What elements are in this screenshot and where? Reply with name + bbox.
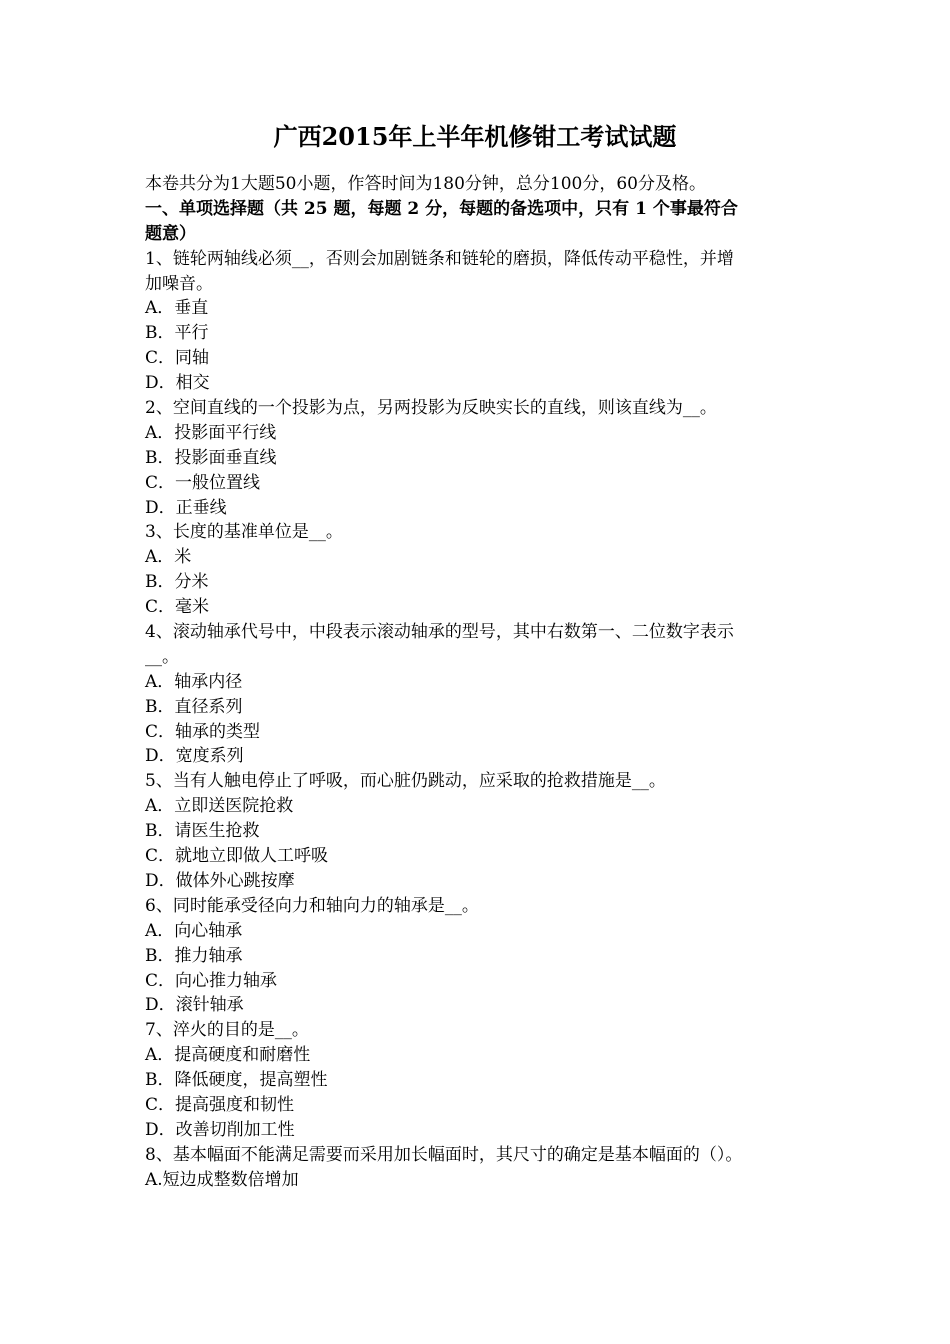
answer-option: C．毫米 <box>145 597 210 618</box>
question-item <box>145 894 813 1018</box>
answer-option: D．滚针轴承 <box>145 995 244 1016</box>
answer-option: A.短边成整数倍增加 <box>145 1169 299 1190</box>
question-text: 7、淬火的目的是__。 <box>145 1020 309 1041</box>
question-text: 5、当有人触电停止了呼吸，而心脏仍跳动，应采取的抢救措施是__。 <box>145 771 666 792</box>
answer-option: D．相交 <box>145 373 210 394</box>
answer-option: A．轴承内径 <box>145 671 243 692</box>
answer-option: A．提高硬度和耐磨性 <box>145 1045 311 1066</box>
question-text: 6、同时能承受径向力和轴向力的轴承是__。 <box>145 895 479 916</box>
answer-option: A．米 <box>145 547 192 568</box>
section-heading-line-2: 题意） <box>145 223 196 244</box>
answer-option: C．一般位置线 <box>145 472 261 493</box>
question-item <box>145 520 813 620</box>
answer-option: B．分米 <box>145 572 209 593</box>
answer-option: D．做体外心跳按摩 <box>145 870 295 891</box>
question-item <box>145 247 813 396</box>
answer-option: B．推力轴承 <box>145 945 243 966</box>
question-item <box>145 769 813 893</box>
question-item <box>145 396 813 520</box>
answer-option: A．立即送医院抢救 <box>145 796 294 817</box>
answer-option: B．平行 <box>145 323 209 344</box>
answer-option: B．降低硬度，提高塑性 <box>145 1070 328 1091</box>
question-text: 3、长度的基准单位是__。 <box>145 522 343 543</box>
answer-option: D．改善切削加工性 <box>145 1119 295 1140</box>
document-body <box>145 172 813 1193</box>
question-text: 加噪音。 <box>145 273 213 294</box>
answer-option: A．向心轴承 <box>145 920 243 941</box>
answer-option: B．直径系列 <box>145 696 243 717</box>
question-text: 4、滚动轴承代号中，中段表示滚动轴承的型号，其中右数第一、二位数字表示 <box>145 622 734 643</box>
answer-option: C．提高强度和韧性 <box>145 1094 295 1115</box>
answer-option: D．正垂线 <box>145 497 227 518</box>
question-item <box>145 1018 813 1142</box>
answer-option: B．投影面垂直线 <box>145 447 277 468</box>
page-title: 广西2015年上半年机修钳工考试试题 <box>273 122 677 151</box>
answer-option: A．垂直 <box>145 298 209 319</box>
answer-option: A．投影面平行线 <box>145 422 277 443</box>
section-heading-line-1: 一、单项选择题（共 25 题，每题 2 分，每题的备选项中，只有 1 个事最符合 <box>145 198 738 219</box>
answer-option: D．宽度系列 <box>145 746 244 767</box>
exam-intro: 本卷共分为1大题50小题，作答时间为180分钟，总分100分，60分及格。 <box>145 174 706 194</box>
question-text: 8、基本幅面不能满足需要而采用加长幅面时，其尺寸的确定是基本幅面的（）。 <box>145 1144 743 1165</box>
answer-option: C．就地立即做人工呼吸 <box>145 846 329 867</box>
answer-option: C．同轴 <box>145 348 210 369</box>
question-item <box>145 1143 813 1193</box>
question-item <box>145 620 813 769</box>
answer-option: C．向心推力轴承 <box>145 970 278 991</box>
question-text: 1、链轮两轴线必须__，否则会加剧链条和链轮的磨损，降低传动平稳性，并增 <box>145 248 734 269</box>
answer-option: B．请医生抢救 <box>145 821 260 842</box>
question-text: 2、空间直线的一个投影为点，另两投影为反映实长的直线，则该直线为__。 <box>145 398 717 419</box>
question-text: __。 <box>145 646 179 667</box>
answer-option: C．轴承的类型 <box>145 721 261 742</box>
question-list <box>145 247 813 1193</box>
